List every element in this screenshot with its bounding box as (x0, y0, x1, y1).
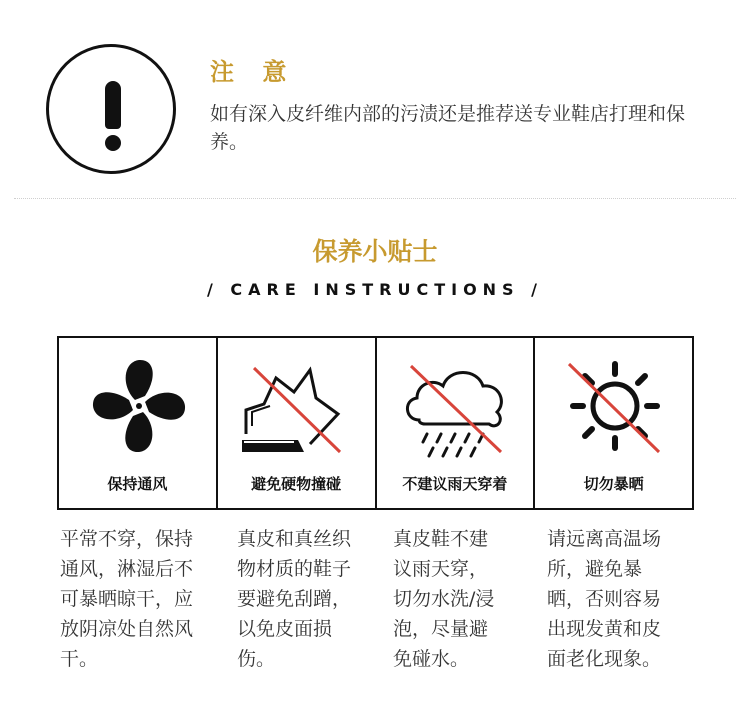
care-subtitle: / CARE INSTRUCTIONS / (207, 280, 543, 299)
care-desc-no-sun: 请远离高温场 所，避免暴 晒，否则容易 出现发黄和皮 面老化现象。 (547, 528, 662, 670)
care-title: 保养小贴士 (312, 237, 438, 266)
no-scratch-icon (238, 354, 356, 464)
no-sun-icon (555, 354, 673, 464)
care-cell-avoid-hard (218, 338, 377, 508)
notice-title: 注 意 (210, 58, 297, 86)
care-cell-ventilate (59, 338, 218, 508)
care-cell-no-rain (377, 338, 536, 508)
care-label: 切勿暴晒 (583, 475, 644, 493)
warning-circle-icon (46, 44, 176, 174)
care-desc-ventilate: 平常不穿，保持 通风，淋湿后不 可暴晒晾干，应 放阴凉处自然风 干。 (60, 528, 194, 670)
notice-text: 如有深入皮纤维内部的污渍还是推荐送专业鞋店打理和保养。 (210, 103, 686, 153)
care-label: 避免硬物撞碰 (251, 475, 342, 493)
care-label: 不建议雨天穿着 (402, 475, 508, 493)
care-desc-no-rain: 真皮鞋不建 议雨天穿， 切勿水洗/浸 泡，尽量避 免碰水。 (393, 528, 495, 670)
no-rain-icon (397, 354, 515, 464)
care-desc-avoid-hard: 真皮和真丝织 物材质的鞋子 要避免刮蹭， 以免皮面损 伤。 (237, 528, 352, 670)
fan-icon (79, 354, 197, 464)
care-label: 保持通风 (107, 475, 168, 493)
care-icon-grid (57, 336, 694, 510)
care-cell-no-sun (535, 338, 692, 508)
divider (14, 198, 736, 199)
